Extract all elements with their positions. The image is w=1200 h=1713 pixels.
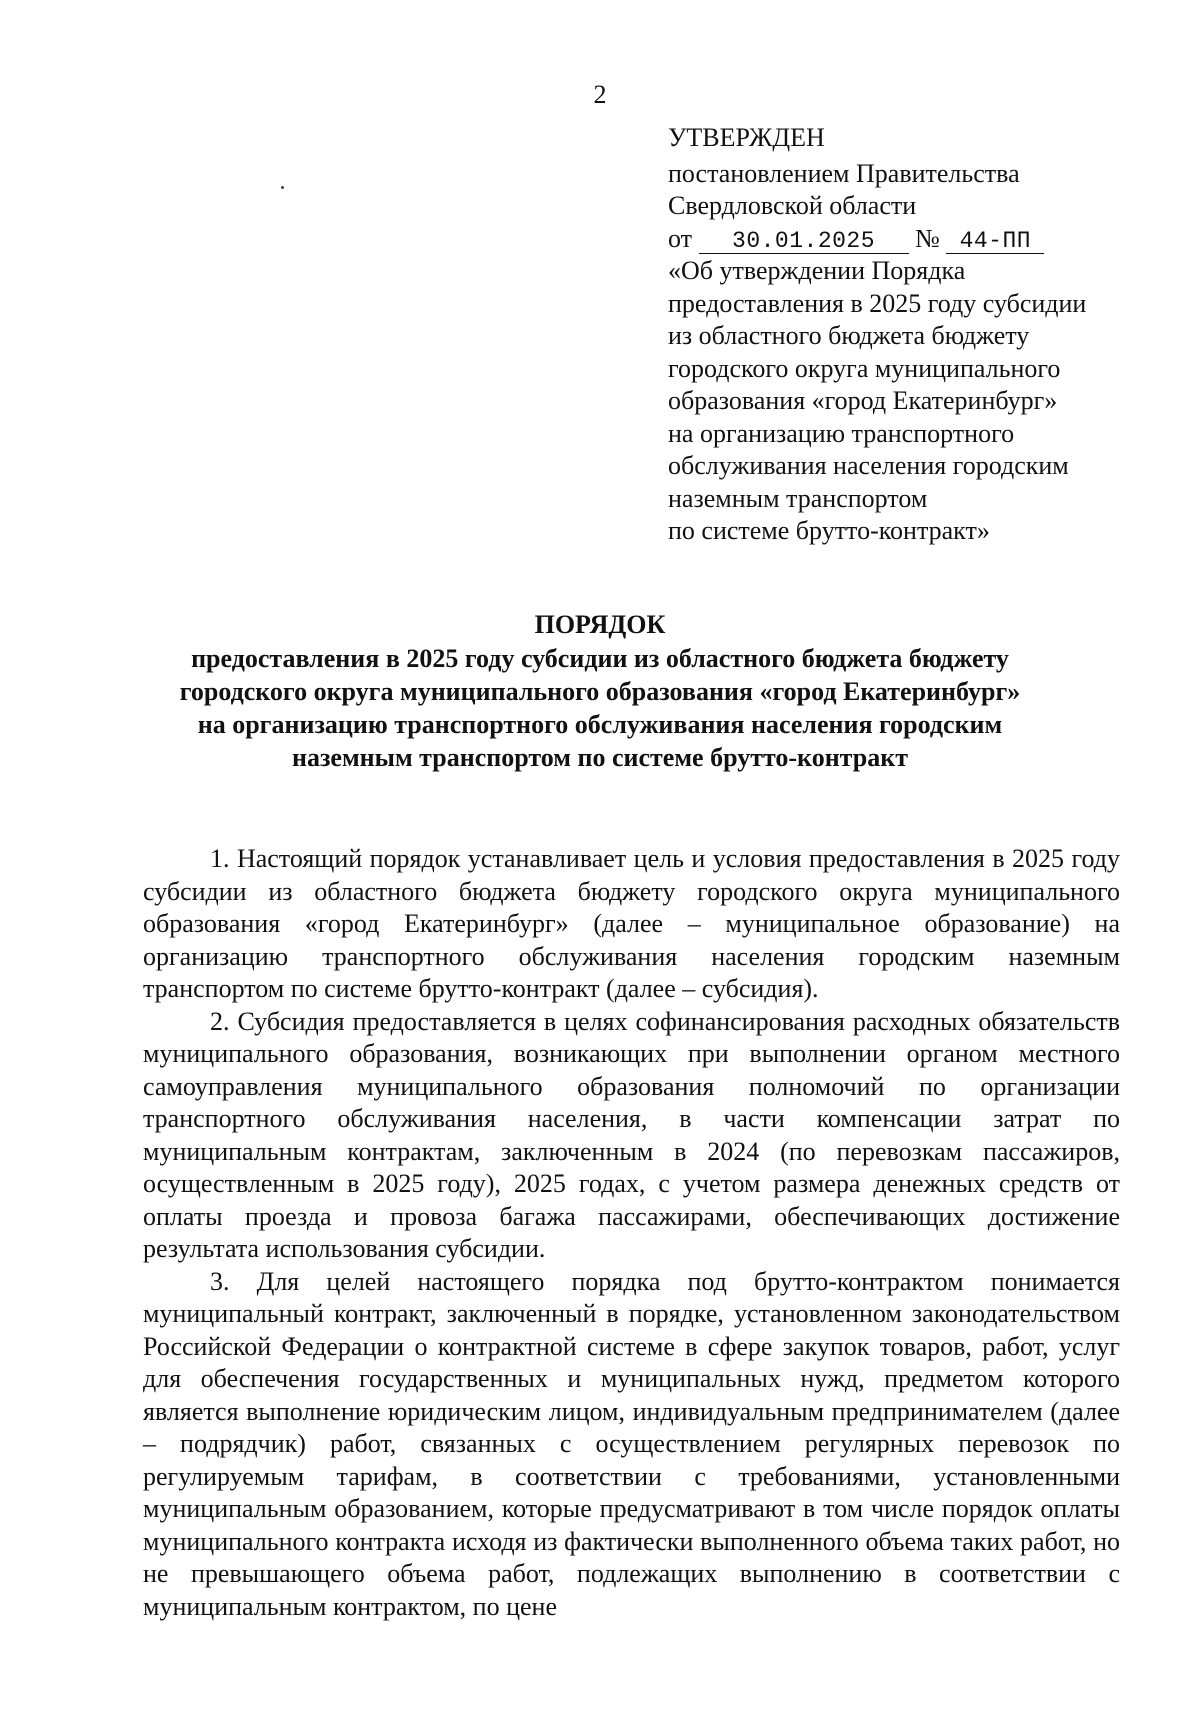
number-sign: № — [915, 223, 940, 253]
number-field — [946, 227, 1044, 254]
approval-title-line: обслуживания населения городским — [668, 451, 1069, 480]
paragraph-1: 1. Настоящий порядок устанавливает цель и условия предоставления в 2025 году субсидии из областного бюджета бюджету городского округа муниципального образования «город Екатеринбург» (далее – муниципальное образование) на организацию транспортного обслуживания населения городским наземным транспортом по системе брутто-контракт (далее – субсидия). — [143, 844, 1120, 1003]
approval-line-1: постановлением Правительства — [668, 158, 1020, 188]
date-prefix: от — [668, 223, 693, 253]
document-title-block — [0, 608, 1200, 774]
approval-title-line: образования «город Екатеринбург» — [668, 386, 1058, 415]
document-title: ПОРЯДОК — [534, 610, 666, 639]
scan-speck — [281, 186, 284, 189]
approval-line-2: Свердловской области — [668, 191, 917, 220]
date-value: 30.01.2025 — [732, 227, 876, 254]
document-subtitle-line: наземным транспортом по системе брутто-контракт — [292, 743, 908, 772]
approval-title-line: предоставления в 2025 году субсидии — [668, 288, 1087, 318]
approval-heading: УТВЕРЖДЕН — [668, 123, 825, 152]
approval-title-line: городского округа муниципального — [668, 353, 1061, 383]
paragraph-2: 2. Субсидия предоставляется в целях софинансирования расходных обязательств муниципального образования, возникающих при выполнении органом местного самоуправления муниципального образования полномочий по организации транспортного обслуживания населения, в части компенсации затрат по муниципальным контрактам, заключенным в 2024 (по перевозкам пассажиров, осуществленным в 2025 году), 2025 годах, с учетом размера денежных средств от оплаты проезда и провоза багажа пассажирами, обеспечивающих достижение результата использования субсидии. — [143, 1006, 1120, 1263]
approval-title-line: из областного бюджета бюджету — [668, 321, 1030, 350]
approval-title-line: «Об утверждении Порядка — [668, 256, 966, 285]
paragraph-3: 3. Для целей настоящего порядка под брутто-контрактом понимается муниципальный контракт, заключенный в порядке, установленном законодательством Российской Федерации о контрактной системе в сфере закупок товаров, работ, услуг для обеспечения государственных и муниципальных нужд, предметом которого является выполнение юридическим лицом, индивидуальным предпринимателем (далее – подрядчик) работ, связанных с осуществлением регулярных перевозок по регулируемым тарифам, в соответствии с требованиями, установленными муниципальным образованием, которые предусматривают в том числе порядок оплаты муниципального контракта исходя из фактически выполненного объема таких работ, но не превышающего объема работ, подлежащих выполнению в соответствии с муниципальным контрактом, по цене — [143, 1266, 1120, 1621]
document-subtitle-line: предоставления в 2025 году субсидии из областного бюджета бюджету — [191, 644, 1009, 673]
date-field — [699, 227, 909, 254]
document-subtitle-line: городского округа муниципального образования «город Екатеринбург» — [179, 677, 1021, 706]
page-number: 2 — [593, 80, 607, 109]
approval-date-number-line — [668, 223, 1168, 256]
document-subtitle-line: на организацию транспортного обслуживания населения городским — [197, 710, 1003, 739]
document-body — [143, 843, 1120, 1623]
number-value: 44-ПП — [959, 227, 1032, 254]
approval-title-line: наземным транспортом — [668, 483, 928, 513]
approval-stamp-block — [668, 122, 1168, 548]
approval-title-line: на организацию транспортного — [668, 418, 1015, 448]
approval-title-line: по системе брутто-контракт» — [668, 516, 990, 545]
